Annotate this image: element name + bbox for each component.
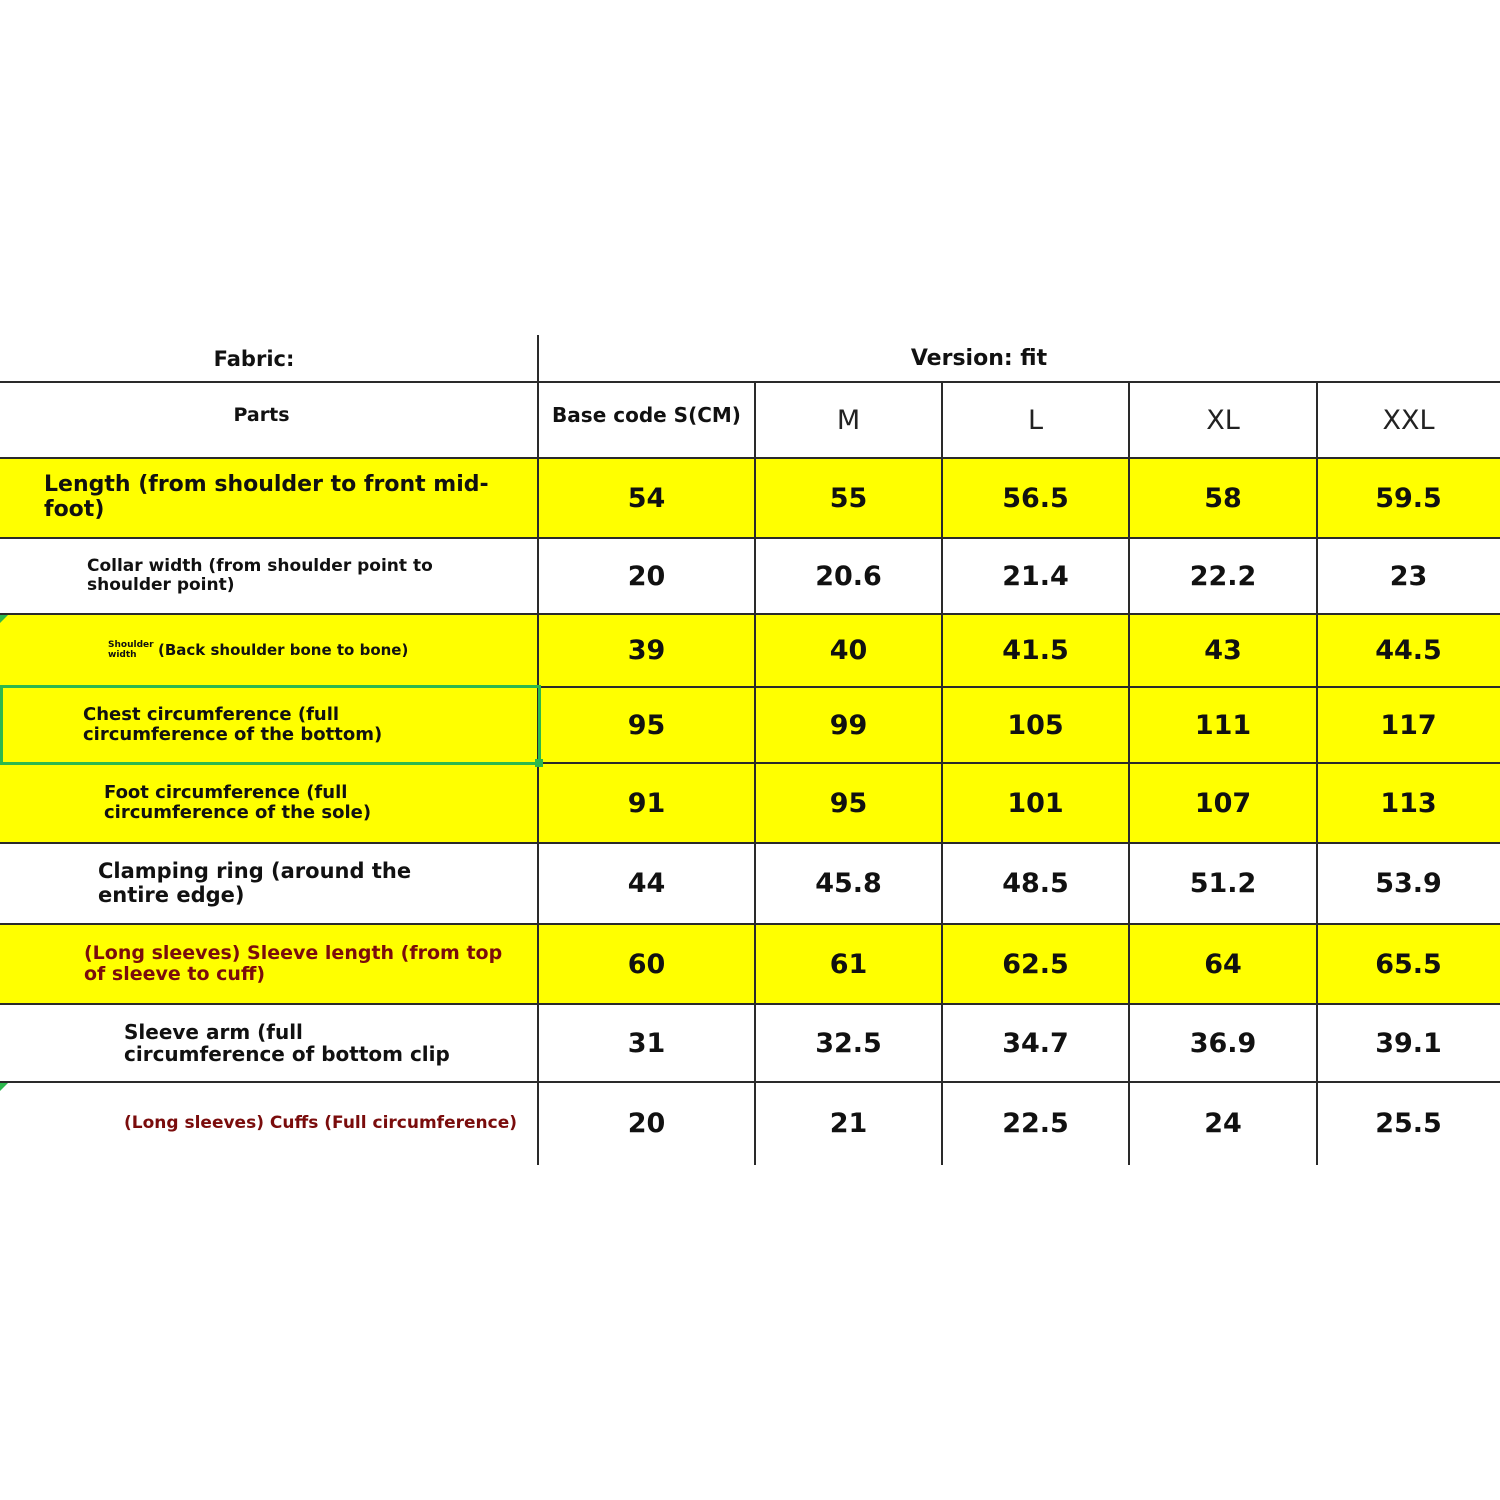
value-cell[interactable] [755, 458, 942, 538]
value-cell[interactable] [1129, 538, 1317, 614]
part-cell[interactable] [0, 1082, 538, 1165]
value-text: 20 [627, 560, 666, 592]
size-header-xl[interactable] [1129, 382, 1317, 458]
part-label: Collar width (from shoulder point to shoulder point) [87, 555, 433, 595]
version-label-cell[interactable] [538, 335, 1500, 382]
value-text: 117 [1380, 709, 1437, 741]
value-text: 32.5 [815, 1027, 882, 1059]
value-cell[interactable] [942, 924, 1129, 1004]
value-text: 41.5 [1002, 635, 1069, 666]
value-text: 20 [627, 1108, 666, 1139]
value-cell[interactable] [1317, 1004, 1500, 1082]
value-cell[interactable] [1129, 1082, 1317, 1165]
grid-line [0, 457, 1500, 459]
value-cell[interactable] [1317, 763, 1500, 843]
part-cell[interactable] [0, 763, 538, 843]
cell-selection-box [0, 685, 541, 765]
table-row [0, 1004, 1500, 1082]
cell-marker-icon [0, 1083, 8, 1091]
value-text: 59.5 [1375, 482, 1442, 514]
value-text: 48.5 [1002, 868, 1069, 899]
value-cell[interactable] [755, 687, 942, 763]
value-cell[interactable] [1129, 458, 1317, 538]
value-text: 65.5 [1375, 948, 1442, 980]
value-cell[interactable] [1317, 843, 1500, 924]
grid-line [1128, 381, 1130, 1165]
size-header-m[interactable] [755, 382, 942, 458]
grid-line [941, 381, 943, 1165]
value-cell[interactable] [942, 538, 1129, 614]
value-text: 40 [829, 635, 868, 666]
value-text: 39 [627, 635, 666, 666]
value-text: 22.5 [1002, 1108, 1069, 1139]
size-header-label: Base code S(CM) [552, 403, 741, 427]
value-text: 24 [1204, 1108, 1242, 1139]
value-cell[interactable] [942, 687, 1129, 763]
part-cell[interactable] [0, 924, 538, 1004]
fabric-label: Fabric: [213, 346, 295, 371]
size-header-s[interactable] [538, 382, 755, 458]
parts-header-cell[interactable] [0, 382, 538, 458]
value-cell[interactable] [942, 1004, 1129, 1082]
value-cell[interactable] [755, 843, 942, 924]
value-cell[interactable] [1129, 843, 1317, 924]
value-text: 99 [829, 709, 868, 741]
value-cell[interactable] [1317, 538, 1500, 614]
part-small-label: Shoulder width [108, 639, 154, 660]
value-cell[interactable] [942, 1082, 1129, 1165]
size-header-label: XXL [1382, 404, 1435, 436]
value-cell[interactable] [1129, 687, 1317, 763]
grid-line [1316, 381, 1318, 1165]
size-chart-table [0, 335, 1500, 1165]
value-cell[interactable] [1317, 614, 1500, 687]
grid-line [0, 923, 1500, 925]
value-text: 39.1 [1375, 1027, 1442, 1059]
value-cell[interactable] [538, 538, 755, 614]
value-cell[interactable] [538, 1082, 755, 1165]
value-text: 53.9 [1375, 868, 1442, 899]
size-header-label: L [1027, 404, 1044, 436]
grid-line [0, 613, 1500, 615]
value-text: 58 [1204, 482, 1242, 514]
value-text: 43 [1204, 635, 1242, 666]
value-cell[interactable] [538, 614, 755, 687]
value-text: 21.4 [1002, 560, 1069, 592]
value-cell[interactable] [538, 924, 755, 1004]
value-cell[interactable] [1317, 458, 1500, 538]
table-row [0, 763, 1500, 843]
table-row [0, 614, 1500, 687]
value-cell[interactable] [1317, 687, 1500, 763]
value-cell[interactable] [1317, 924, 1500, 1004]
value-cell[interactable] [538, 458, 755, 538]
grid-line [0, 842, 1500, 844]
value-text: 61 [829, 948, 868, 980]
grid-line [0, 1003, 1500, 1005]
part-cell[interactable] [0, 614, 538, 687]
header-row [0, 335, 1500, 382]
value-text: 113 [1380, 787, 1437, 819]
value-cell[interactable] [755, 763, 942, 843]
grid-line [0, 1081, 1500, 1083]
value-text: 62.5 [1002, 948, 1069, 980]
value-text: 64 [1204, 948, 1242, 980]
grid-line [754, 381, 756, 1165]
value-cell[interactable] [755, 1082, 942, 1165]
part-cell[interactable] [0, 1004, 538, 1082]
value-text: 23 [1389, 560, 1428, 592]
value-cell[interactable] [538, 1004, 755, 1082]
value-text: 55 [829, 482, 868, 514]
size-header-label: XL [1206, 404, 1240, 436]
value-cell[interactable] [755, 1004, 942, 1082]
value-text: 111 [1194, 709, 1252, 741]
value-text: 36.9 [1189, 1027, 1257, 1059]
value-cell[interactable] [942, 843, 1129, 924]
value-cell[interactable] [1317, 1082, 1500, 1165]
value-cell[interactable] [942, 614, 1129, 687]
value-text: 25.5 [1375, 1108, 1442, 1139]
value-text: 34.7 [1002, 1027, 1069, 1059]
value-text: 22.2 [1189, 560, 1257, 592]
value-cell[interactable] [1129, 614, 1317, 687]
part-label: Length (from shoulder to front mid-foot) [44, 472, 489, 522]
value-cell[interactable] [942, 458, 1129, 538]
grid-line [0, 381, 1500, 383]
grid-line [0, 537, 1500, 539]
table-row [0, 924, 1500, 1004]
part-cell[interactable] [0, 458, 538, 538]
table-row [0, 538, 1500, 614]
value-cell[interactable] [755, 614, 942, 687]
version-label: Version: fit [910, 346, 1048, 371]
value-cell[interactable] [1129, 1004, 1317, 1082]
value-text: 91 [627, 787, 666, 819]
value-text: 44.5 [1375, 635, 1442, 666]
part-label: Chest circumference (full circumference of the bottom) [83, 703, 383, 745]
value-text: 51.2 [1189, 868, 1257, 899]
table-row [0, 843, 1500, 924]
value-cell[interactable] [1129, 763, 1317, 843]
value-text: 105 [1007, 709, 1064, 741]
value-cell[interactable] [538, 763, 755, 843]
value-text: 54 [627, 482, 666, 514]
value-text: 31 [627, 1027, 666, 1059]
value-cell[interactable] [538, 843, 755, 924]
value-text: 60 [627, 948, 666, 980]
value-text: 20.6 [815, 560, 882, 592]
parts-header: Parts [233, 404, 290, 426]
part-label: Foot circumference (full circumference of the sole) [104, 781, 372, 823]
cell-marker-icon [0, 615, 8, 623]
selection-fill-handle[interactable] [535, 759, 543, 767]
value-text: 56.5 [1002, 482, 1069, 514]
value-text: 45.8 [815, 868, 882, 899]
part-label: (Long sleeves) Cuffs (Full circumference) [124, 1112, 517, 1133]
value-cell[interactable] [942, 763, 1129, 843]
part-cell[interactable] [0, 538, 538, 614]
value-text: 101 [1007, 787, 1064, 819]
value-text: 95 [627, 709, 666, 741]
column-header-row [0, 382, 1500, 458]
value-text: 21 [829, 1108, 868, 1139]
part-label: (Long sleeves) Sleeve length (from top of sleeve to cuff) [84, 941, 503, 985]
part-label: Clamping ring (around the entire edge) [98, 858, 412, 907]
part-label: (Back shoulder bone to bone) [158, 641, 409, 660]
size-header-l[interactable] [942, 382, 1129, 458]
value-cell[interactable] [755, 924, 942, 1004]
value-cell[interactable] [755, 538, 942, 614]
fabric-label-cell[interactable] [0, 335, 538, 382]
size-header-xxl[interactable] [1317, 382, 1500, 458]
part-cell[interactable] [0, 843, 538, 924]
value-cell[interactable] [1129, 924, 1317, 1004]
size-header-label: M [836, 404, 861, 436]
value-cell[interactable] [538, 687, 755, 763]
value-text: 95 [829, 787, 868, 819]
value-text: 44 [627, 868, 666, 899]
value-text: 107 [1194, 787, 1252, 819]
table-row [0, 458, 1500, 538]
table-row [0, 1082, 1500, 1165]
part-label: Sleeve arm (full circumference of bottom clip [124, 1019, 450, 1066]
